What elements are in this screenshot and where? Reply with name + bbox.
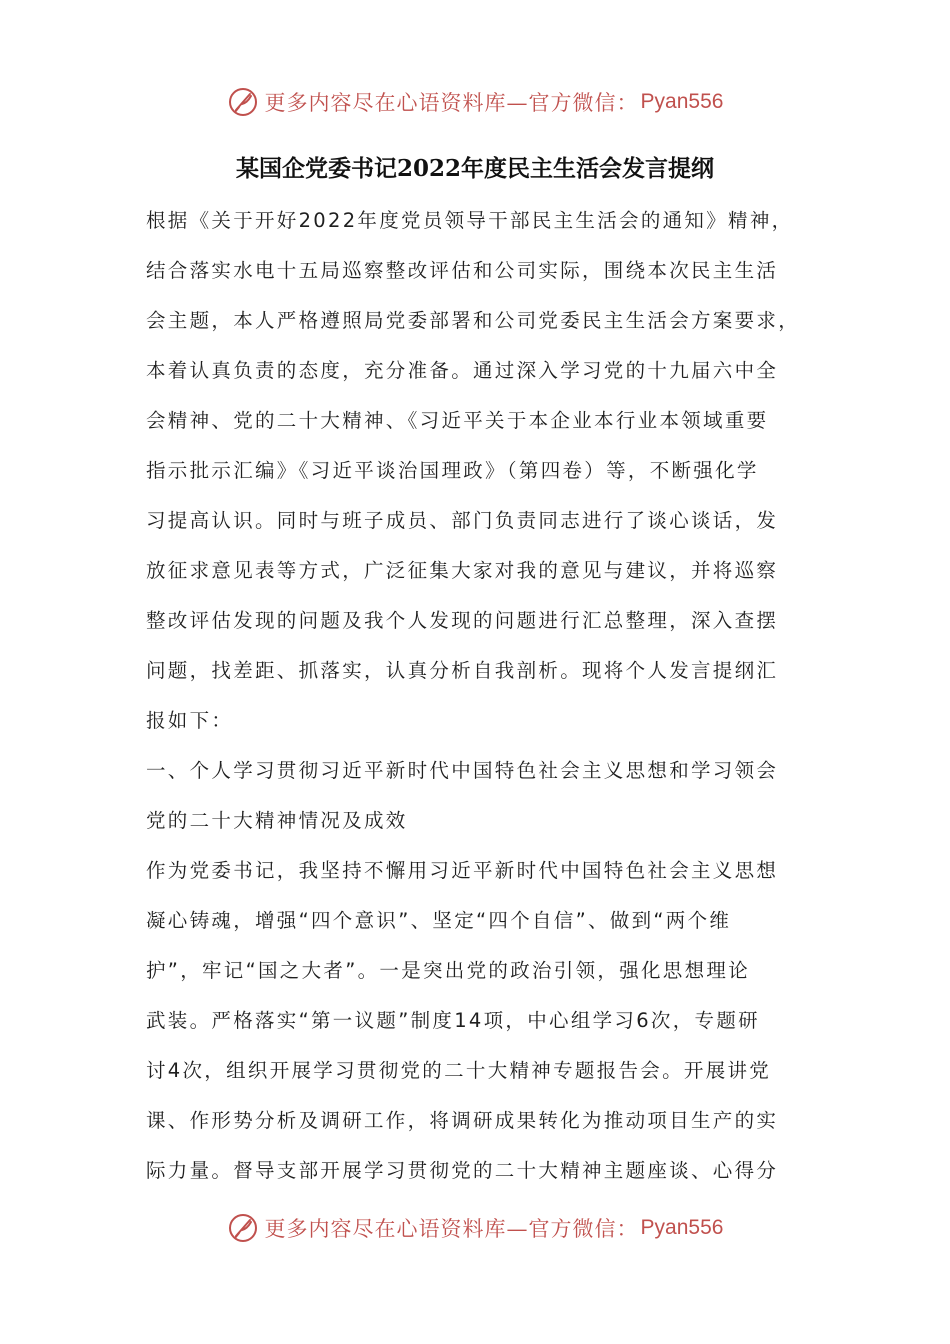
body-line: 放征求意见表等方式，广泛征集大家对我的意见与建议，并将巡察 bbox=[146, 559, 779, 582]
body-line: 会主题，本人严格遵照局党委部署和公司党委民主生活会方案要求， bbox=[146, 309, 801, 332]
document-body bbox=[146, 196, 816, 1196]
section-heading: 党的二十大精神情况及成效 bbox=[146, 809, 408, 832]
quill-logo-icon bbox=[227, 86, 259, 118]
body-line: 讨4次，组织开展学习贯彻党的二十大精神专题报告会。开展讲党 bbox=[146, 1059, 772, 1082]
body-line: 际力量。督导支部开展学习贯彻党的二十大精神主题座谈、心得分 bbox=[146, 1159, 779, 1182]
section-heading: 一、个人学习贯彻习近平新时代中国特色社会主义思想和学习领会 bbox=[146, 759, 779, 782]
body-line: 武装。严格落实“第一议题”制度14项，中心组学习6次，专题研 bbox=[146, 1009, 760, 1032]
body-line: 整改评估发现的问题及我个人发现的问题进行汇总整理，深入查摆 bbox=[146, 609, 779, 632]
body-line: 指示批示汇编》《习近平谈治国理政》（第四卷）等，不断强化学 bbox=[146, 459, 759, 482]
body-line: 结合落实水电十五局巡察整改评估和公司实际，围绕本次民主生活 bbox=[146, 259, 779, 282]
watermark-text: 更多内容尽在心语资料库—官方微信： bbox=[264, 91, 639, 115]
body-line: 习提高认识。同时与班子成员、部门负责同志进行了谈心谈话，发 bbox=[146, 509, 779, 532]
body-line: 作为党委书记，我坚持不懈用习近平新时代中国特色社会主义思想 bbox=[146, 859, 779, 882]
document-title: 某国企党委书记2022年度民主生活会发言提纲 bbox=[235, 155, 714, 182]
body-line: 本着认真负责的态度，充分准备。通过深入学习党的十九届六中全 bbox=[146, 359, 779, 382]
body-line: 课、作形势分析及调研工作，将调研成果转化为推动项目生产的实 bbox=[146, 1109, 779, 1132]
body-line: 护”，牢记“国之大者”。一是突出党的政治引领，强化思想理论 bbox=[146, 959, 751, 982]
body-line: 报如下： bbox=[146, 709, 234, 732]
watermark-text: 更多内容尽在心语资料库—官方微信： bbox=[264, 1217, 639, 1241]
body-line: 会精神、党的二十大精神、《习近平关于本企业本行业本领域重要 bbox=[146, 409, 769, 432]
watermark-header bbox=[0, 82, 950, 122]
body-line: 根据《关于开好2022年度党员领导干部民主生活会的通知》精神， bbox=[146, 209, 794, 232]
watermark-account: Pyan556 bbox=[640, 1216, 724, 1239]
watermark-account: Pyan556 bbox=[640, 90, 724, 113]
quill-logo-icon bbox=[227, 1212, 259, 1244]
watermark-footer bbox=[0, 1208, 950, 1248]
body-line: 问题，找差距、抓落实，认真分析自我剖析。现将个人发言提纲汇 bbox=[146, 659, 779, 682]
body-line: 凝心铸魂，增强“四个意识”、坚定“四个自信”、做到“两个维 bbox=[146, 909, 732, 932]
